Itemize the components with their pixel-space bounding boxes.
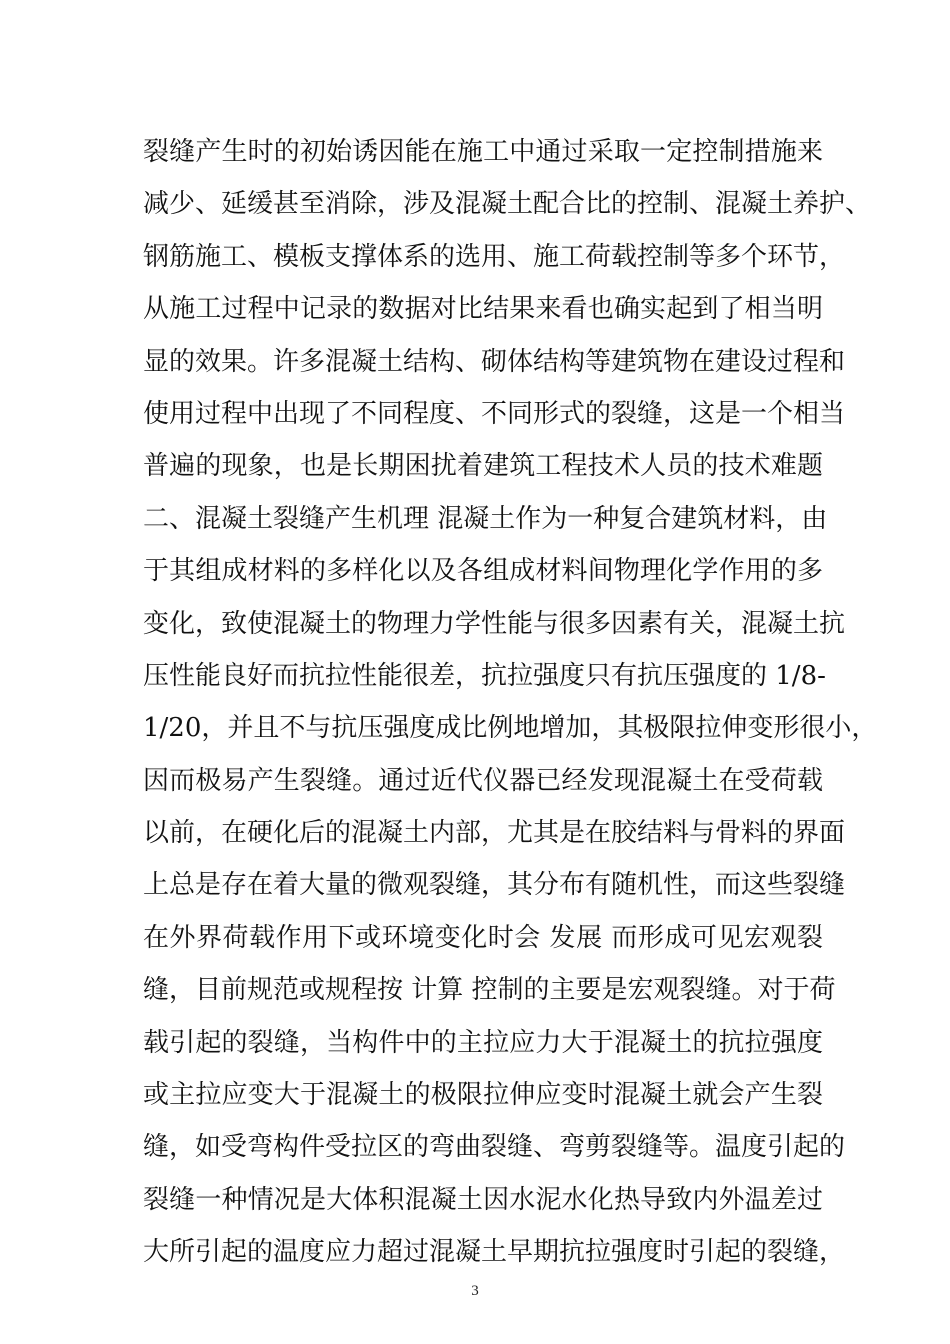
- page-number: 3: [471, 1283, 479, 1299]
- text-line-11: 压性能良好而抗拉性能很差，抗拉强度只有抗压强度的 1/8-: [143, 660, 826, 691]
- text-line-8: 二、混凝土裂缝产生机理 混凝土作为一种复合建筑材料，由: [143, 503, 828, 534]
- text-line-21: 裂缝一种情况是大体积混凝土因水泥水化热导致内外温差过: [143, 1184, 823, 1215]
- text-line-12: 1/20，并且不与抗压强度成比例地增加，其极限拉伸变形很小，: [143, 713, 878, 744]
- text-line-6: 使用过程中出现了不同程度、不同形式的裂缝，这是一个相当: [143, 398, 846, 429]
- text-line-9: 于其组成材料的多样化以及各组成材料间物理化学作用的多: [143, 556, 823, 587]
- text-line-7: 普遍的现象，也是长期困扰着建筑工程技术人员的技术难题: [143, 451, 823, 482]
- text-line-17: 缝，目前规范或规程按 计算 控制的主要是宏观裂缝。对于荷: [143, 975, 836, 1006]
- body-paragraph: [143, 128, 878, 1281]
- text-line-18: 载引起的裂缝，当构件中的主拉应力大于混凝土的抗拉强度: [143, 1027, 823, 1058]
- text-line-5: 显的效果。许多混凝土结构、砌体结构等建筑物在建设过程和: [143, 346, 846, 377]
- text-line-15: 上总是存在着大量的微观裂缝，其分布有随机性，而这些裂缝: [143, 870, 846, 901]
- text-line-14: 以前，在硬化后的混凝土内部，尤其是在胶结料与骨料的界面: [143, 818, 846, 849]
- text-line-2: 减少、延缓甚至消除，涉及混凝土配合比的控制、混凝土养护、: [143, 189, 872, 220]
- text-line-19: 或主拉应变大于混凝土的极限拉伸应变时混凝土就会产生裂: [143, 1080, 823, 1111]
- text-line-3: 钢筋施工、模板支撑体系的选用、施工荷载控制等多个环节，: [143, 241, 846, 272]
- text-line-4: 从施工过程中记录的数据对比结果来看也确实起到了相当明: [143, 294, 823, 325]
- text-line-1: 裂缝产生时的初始诱因能在施工中通过采取一定控制措施来: [143, 137, 823, 167]
- text-line-13: 因而极易产生裂缝。通过近代仪器已经发现混凝土在受荷载: [143, 765, 823, 796]
- text-line-10: 变化，致使混凝土的物理力学性能与很多因素有关，混凝土抗: [143, 608, 846, 639]
- text-line-22: 大所引起的温度应力超过混凝土早期抗拉强度时引起的裂缝，: [143, 1237, 846, 1268]
- text-line-16: 在外界荷载作用下或环境变化时会 发展 而形成可见宏观裂: [143, 922, 823, 953]
- text-line-20: 缝，如受弯构件受拉区的弯曲裂缝、弯剪裂缝等。温度引起的: [143, 1132, 846, 1163]
